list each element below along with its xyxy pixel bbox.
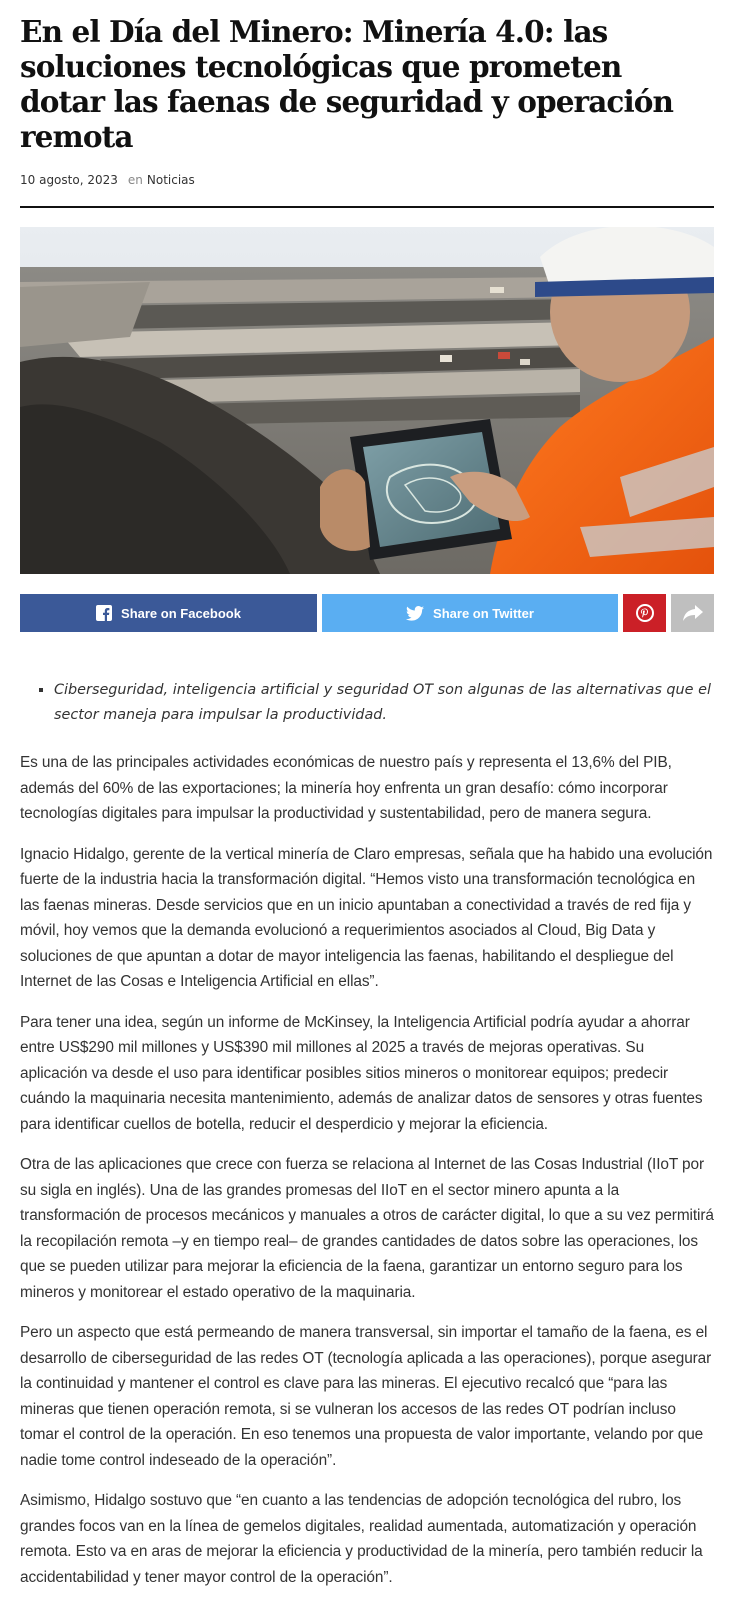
hero-image (20, 227, 714, 574)
article-paragraph: Otra de las aplicaciones que crece con fuerza se relaciona al Internet de las Cosas Industrial (IIoT por su sigla en inglés). Una de las grandes promesas del IIoT en el sector minero apunta a la transformación de procesos mecánicos y manuales a otros de carácter digital, lo que a su vez permitirá la recopilación remota –y en tiempo real– de grandes cantidades de datos sobre las operaciones, los que se pueden utilizar para mejorar la eficiencia de la faena, garantizar un entorno seguro para los mineros y monitorear el estado operativo de la maquinaria. (20, 1156, 714, 1301)
share-facebook-button[interactable] (20, 594, 317, 632)
article-title: En el Día del Minero: Minería 4.0: las soluciones tecnológicas que prometen dotar las faenas de seguridad y operación remota (20, 14, 674, 154)
share-pinterest-button[interactable] (623, 594, 666, 632)
category-prefix: en (127, 173, 143, 187)
share-more-button[interactable] (671, 594, 714, 632)
share-arrow-icon (683, 605, 703, 621)
article-paragraph: Ignacio Hidalgo, gerente de la vertical minería de Claro empresas, señala que ha habido una evolución fuerte de la industria hacia la transformación digital. “Hemos visto una transformación tecnológica en las faenas mineras. Desde servicios que en un inicio apuntaban a conectividad a través de red fija y móvil, hoy vemos que la demanda evolucionó a requerimientos asociados al Cloud, Big Data y soluciones de que apuntan a dotar de mayor inteligencia las faenas, habilitando el despliegue del Internet de las Cosas e Inteligencia Artificial en ellas”. (20, 845, 713, 990)
article-highlights (20, 678, 714, 728)
article-paragraph: Para tener una idea, según un informe de McKinsey, la Inteligencia Artificial podría ayudar a ahorrar entre US$290 mil millones y US$390 mil millones al 2025 a través de mejoras operativas. Su aplicación va desde el uso para identificar posibles sitios mineros o monitorear equipos; predecir cuándo la maquinaria necesita mantenimiento, además de analizar datos de sensores y otras fuentes para identificar cuellos de botella, reducir el desperdicio y mejorar la eficiencia. (20, 1013, 703, 1133)
twitter-icon (406, 606, 424, 621)
share-bar (20, 594, 714, 632)
title-divider (20, 206, 714, 208)
article-meta (20, 172, 714, 188)
article-paragraph: Es una de las principales actividades económicas de nuestro país y representa el 13,6% del PIB, además del 60% de las exportaciones; la minería hoy enfrenta un gran desafío: cómo incorporar tecnologías digitales para impulsar la productividad y sustentabilidad, pero de manera segura. (20, 754, 672, 822)
share-facebook-label: Share on Facebook (121, 605, 241, 621)
pinterest-icon (636, 604, 654, 622)
article-container (20, 0, 714, 1590)
highlight-item: ▪ Ciberseguridad, inteligencia artificial y seguridad OT son algunas de las alternativas que el sector maneja para impulsar la productividad. (54, 678, 714, 728)
facebook-icon (96, 605, 112, 621)
category-link[interactable]: Noticias (146, 173, 195, 187)
article-paragraph: Pero un aspecto que está permeando de manera transversal, sin importar el tamaño de la faena, es el desarrollo de ciberseguridad de las redes OT (tecnología aplicada a las operaciones), porque asegurar la continuidad y mantener el control es clave para las mineras. El ejecutivo recalcó que “para las mineras que tienen operación remota, si se vulneran los accesos de las redes OT podrían incluso tomar el control de la operación. En eso tenemos una propuesta de valor importante, velando por que nadie tome control indeseado de la operación”. (20, 1324, 712, 1469)
article-paragraph: Asimismo, Hidalgo sostuvo que “en cuanto a las tendencias de adopción tecnológica del rubro, los grandes focos van en la línea de gemelos digitales, realidad aumentada, automatización y operación remota. Esto va en aras de mejorar la eficiencia y productividad de la minería, pero también reducir la accidentabilidad y tener mayor control de la operación”. (20, 1492, 703, 1586)
share-twitter-label: Share on Twitter (433, 605, 534, 621)
article-date: 10 agosto, 2023 (20, 173, 118, 187)
share-twitter-button[interactable] (322, 594, 618, 632)
article-body (20, 750, 714, 1590)
